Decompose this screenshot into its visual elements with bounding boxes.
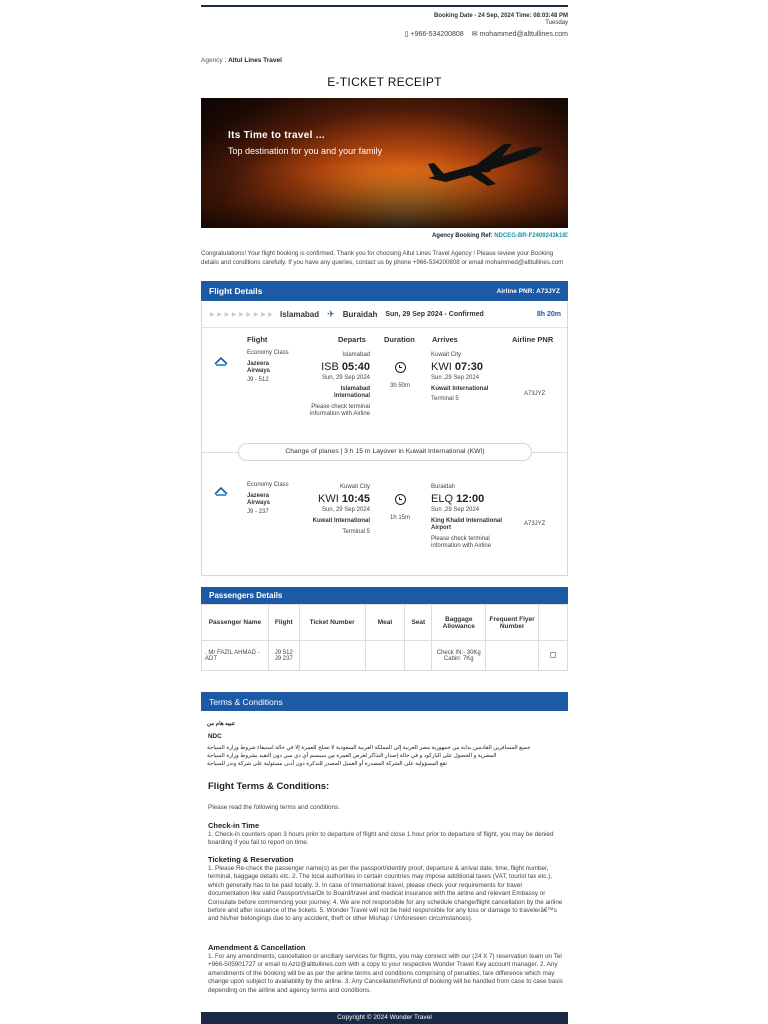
segment-1-arr-city: Kuwait City xyxy=(431,352,462,358)
segment-1-arr-date: Sun ,29 Sep 2024 xyxy=(431,375,480,381)
segment-1-arr-terminal: Terminal 5 xyxy=(431,396,459,402)
arabic-notice-line-2: المصرية و الحصول على الباركود و في حالة إصدار التذاكر لغرض العمرة من سيستم أي دي سي دون التقيد بشروط وزارة السياحة xyxy=(207,753,497,759)
segment-1-dep-date: Sun, 29 Sep 2024 xyxy=(321,375,370,381)
passengers-table-header xyxy=(202,605,568,641)
segment-1-duration-text: 3h 50m xyxy=(389,382,410,389)
col-passenger-name: Passenger Name xyxy=(202,605,269,641)
segment-1-arrival xyxy=(431,352,506,404)
passenger-frequent-flyer xyxy=(486,641,539,671)
page-title: E-TICKET RECEIPT xyxy=(327,75,442,89)
arabic-notice-line-1: جميع المسافرين القادمين بداية من جمهورية مصر العربية إلى المملكة العربية السعودية لا تصلح للعمرة إلا في حالة استيفاء شروط وزارة السياحة xyxy=(207,745,531,751)
banner-headline: Its Time to travel ... xyxy=(228,130,326,141)
clock-icon xyxy=(395,362,406,373)
segment-1-duration xyxy=(388,362,412,390)
segment-2-flight-info xyxy=(247,482,307,516)
segment-2-dep-city: Kuwait City xyxy=(339,484,370,490)
col-select xyxy=(539,605,568,641)
segment-1-dep-code: ISB xyxy=(321,360,339,373)
plane-takeoff-icon: ✈ xyxy=(327,309,335,319)
segment-1-arr-airport: Kuwait International xyxy=(431,385,489,392)
segment-1-flight-number: J9 - 512 xyxy=(247,376,269,383)
clock-icon xyxy=(395,494,406,505)
ticketing-text: 1. Please Re-check the passenger name(s) as per the passport/identity proof, departure & arrival date, time, flight number, terminal, baggage details etc. 2. The local authorities in certain countries may impose additional taxes (VAT, tourist tax etc.), which generally has to be paid locally. 3. In case of International travel, please check your requirements for travel documentation like valid Passport/visa/Ok to Board/travel and medical insurance with the airline and relevant Embassy or Consulate before commencing your journey. 4. We are not responsible for any schedule change/flight cancellation by the airline before and after issuance of the tickets. 5. Wonder Travel will not be held responsible for any loss or damage to travelerâ€™s and his/her belongings due to any accident, theft or other Mishap / Unforeseen circumstances). xyxy=(208,865,563,923)
checkin-text: 1. Check-in counters open 3 hours prior to departure of flight and close 1 hour prior to departure of flight, you may be denied boarding if you fail to report on time. xyxy=(208,831,554,847)
jazeera-airways-logo-icon xyxy=(214,486,228,497)
col-frequent-flyer: Frequent Flyer Number xyxy=(486,605,539,641)
col-baggage: Baggage Allowance xyxy=(432,605,486,641)
segment-2-arrival xyxy=(431,484,506,551)
route-date-status: Sun, 29 Sep 2024 - Confirmed xyxy=(385,311,484,318)
segment-2-dep-time: 10:45 xyxy=(341,492,370,505)
booking-day: Tuesday xyxy=(545,20,568,26)
arabic-notice-title: تنبيه هام من xyxy=(207,721,235,727)
segment-2-arr-code: ELQ xyxy=(431,492,454,505)
agency-label: Agency : xyxy=(201,57,227,64)
passengers-title: Passengers Details xyxy=(209,591,283,600)
segment-2-arr-airport: King Khalid International Airport xyxy=(431,517,503,531)
header-departs: Departs xyxy=(338,335,366,344)
passenger-meal xyxy=(365,641,405,671)
booking-date xyxy=(434,13,568,27)
header-arrives: Arrives xyxy=(432,335,458,344)
terms-header xyxy=(201,692,568,711)
airplane-icon xyxy=(426,138,546,190)
passenger-checkbox[interactable] xyxy=(550,652,556,658)
route-arrows: ▶ ▶ ▶ ▶ ▶ ▶ ▶ ▶ ▶ xyxy=(210,312,274,318)
flight-details-box xyxy=(201,302,568,576)
passenger-ticket xyxy=(299,641,365,671)
passenger-flight: J9 512 J9 237 xyxy=(268,641,299,671)
layover-pill: Change of planes | 3 h 15 m Layover in Kuwait International (KWI) xyxy=(238,443,532,461)
booking-date-text: Booking Date - 24 Sep, 2024 Time: 08:03:48 PM xyxy=(434,13,568,19)
amendment-text: 1. For any amendments, cancellation or ancillary services for flights, you may connect with our (24 X 7) reservation team on Tel +966-505901727 or email to Aziz@alttullines.com with a copy to your respective Wonder Travel Key account manager. 2. Any amendments of the booking will be as per the airline terms and conditions comprising of penalties, fare difference which may change upon subject to availability by the airline. 3. Any Cancellation/Refund of booking will be handled from case to case basis depending on the airline and agency terms and conditions. xyxy=(208,953,563,994)
segment-2-cabin: Economy Class xyxy=(247,482,289,488)
contact-row xyxy=(405,30,568,38)
segment-1-cabin: Economy Class xyxy=(247,350,289,356)
segment-2-pnr: A73JYZ xyxy=(524,521,546,527)
route-total-duration: 8h 20m xyxy=(536,311,561,318)
booking-ref-label: Agency Booking Ref: xyxy=(431,233,493,239)
segment-1-dep-city: Islamabad xyxy=(342,352,370,358)
banner-subline: Top destination for you and your family xyxy=(228,146,383,156)
segment-2-arr-time: 12:00 xyxy=(456,492,485,505)
route-destination: Buraidah xyxy=(342,310,378,319)
segment-2-flight-number: J9 - 237 xyxy=(247,508,269,515)
passenger-name: . Mr FAZIL AHMAD - ADT xyxy=(202,641,269,671)
col-ticket-number: Ticket Number xyxy=(299,605,365,641)
email-contact[interactable] xyxy=(472,30,568,38)
ticket-page xyxy=(201,0,568,1024)
ndc-label: NDC xyxy=(208,733,222,740)
header-airline-pnr: Airline PNR xyxy=(512,335,554,344)
segment-2-arr-note: Please check terminal information with Airline xyxy=(431,535,492,549)
segment-2-duration-text: 1h 15m xyxy=(389,514,410,521)
table-row xyxy=(202,641,568,671)
envelope-icon: ✉ xyxy=(471,31,478,38)
col-flight: Flight xyxy=(268,605,299,641)
passengers-header xyxy=(201,587,568,604)
segment-2-dep-date: Sun, 29 Sep 2024 xyxy=(321,507,370,513)
passenger-baggage: Check IN:- 30Kg Cabin: 7Kg xyxy=(432,641,486,671)
flight-details-header xyxy=(201,281,568,301)
segment-1-arr-time: 07:30 xyxy=(454,360,483,373)
route-summary xyxy=(202,302,567,328)
jazeera-airways-logo-icon xyxy=(214,356,228,367)
segment-1-dep-time: 05:40 xyxy=(341,360,370,373)
segment-2-arr-date: Sun ,29 Sep 2024 xyxy=(431,507,480,513)
segment-2-dep-airport: Kuwait International xyxy=(312,517,370,524)
arabic-notice-line-3: تقع المسؤولية على الشركة المصدرة أو العميل المصدر للتذكرة دون أدنى مسئولية على شركة وندر للسياحة xyxy=(207,761,448,767)
route-origin: Islamabad xyxy=(280,310,320,319)
phone-icon: ▯ xyxy=(404,31,409,38)
passenger-select-cell xyxy=(539,641,568,671)
col-meal: Meal xyxy=(365,605,405,641)
header-flight: Flight xyxy=(247,335,268,344)
segment-2-dep-terminal: Terminal 5 xyxy=(342,529,370,535)
segment-1-departure xyxy=(300,352,370,419)
email-text: mohammed@alttullines.com xyxy=(479,31,568,38)
airline-pnr-label: Airline PNR: A73JYZ xyxy=(496,287,560,295)
ticketing-title: Ticketing & Reservation xyxy=(208,855,294,864)
segment-1-pnr: A73JYZ xyxy=(524,391,546,397)
agency-line xyxy=(201,57,282,64)
segment-2-duration xyxy=(388,494,412,522)
segment-2-departure xyxy=(300,484,370,537)
segment-2-airline: Jazeera Airways xyxy=(247,492,271,506)
segment-1-dep-note: Please check terminal information with Airline xyxy=(309,403,370,417)
hero-banner xyxy=(201,98,568,228)
segment-1-airline: Jazeera Airways xyxy=(247,360,271,374)
segment-2-dep-code: KWI xyxy=(318,492,339,505)
passengers-table xyxy=(201,604,568,671)
segment-1-arr-code: KWI xyxy=(431,360,452,373)
terms-intro: Please read the following terms and conditions. xyxy=(208,804,340,811)
confirmation-message: Congratulations! Your flight booking is confirmed. Thank you for choosing Altul Lines Travel Agency ! Please review your Booking details and conditions carefully. If you have any queries, contact us by phone +966-534200808 or email mohammed@alttullines.com xyxy=(201,250,564,266)
flight-details-title: Flight Details xyxy=(209,286,263,296)
segment-2-arr-city: Buraidah xyxy=(431,484,456,490)
agency-booking-ref xyxy=(432,233,568,239)
col-seat: Seat xyxy=(405,605,432,641)
checkin-title: Check-in Time xyxy=(208,821,260,830)
phone-text: +966-534200808 xyxy=(410,31,464,38)
header-duration: Duration xyxy=(384,335,415,344)
flight-terms-title: Flight Terms & Conditions: xyxy=(208,781,330,792)
agency-name: Altul Lines Travel xyxy=(228,57,282,64)
top-divider xyxy=(201,5,568,7)
terms-title: Terms & Conditions xyxy=(209,696,283,707)
phone-contact[interactable] xyxy=(405,30,464,38)
segment-1-dep-airport: Islamabad International xyxy=(333,385,370,399)
copyright-footer: Copyright © 2024 Wonder Travel xyxy=(201,1012,568,1024)
amendment-title: Amendment & Cancellation xyxy=(208,943,306,952)
passenger-seat xyxy=(405,641,432,671)
segment-1-flight-info xyxy=(247,350,307,384)
booking-ref-value: NDCEG-BR-F2409243k1IE xyxy=(494,233,568,239)
